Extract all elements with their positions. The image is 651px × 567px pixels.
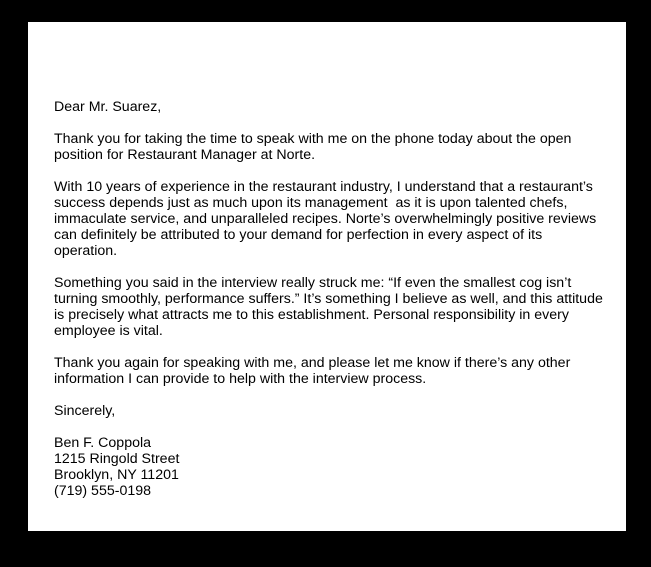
paragraph-gap bbox=[54, 115, 614, 131]
paragraph-gap bbox=[54, 259, 614, 275]
paragraph-1 bbox=[54, 131, 614, 163]
paragraph-gap bbox=[54, 163, 614, 179]
signature-block bbox=[54, 435, 614, 499]
signature-phone: (719) 555-0198 bbox=[54, 483, 152, 499]
paragraph-3-line: Something you said in the interview really struck me: “If even the smallest cog isn’t bbox=[54, 275, 572, 291]
paragraph-1-line: position for Restaurant Manager at Norte. bbox=[54, 147, 316, 163]
paragraph-2-line: can definitely be attributed to your demand for perfection in every aspect of its bbox=[54, 227, 543, 243]
paragraph-2-line: immaculate service, and unparalleled recipes. Norte’s overwhelmingly positive reviews bbox=[54, 211, 597, 227]
paragraph-4-line: information I can provide to help with the interview process. bbox=[54, 371, 427, 387]
paragraph-3-line: is precisely what attracts me to this establishment. Personal responsibility in every bbox=[54, 307, 569, 323]
closing: Sincerely, bbox=[54, 403, 116, 419]
paragraph-gap bbox=[54, 419, 614, 435]
paragraph-gap bbox=[54, 387, 614, 403]
signature-city: Brooklyn, NY 11201 bbox=[54, 467, 179, 483]
signature-street: 1215 Ringold Street bbox=[54, 451, 180, 467]
letter-page bbox=[28, 22, 626, 531]
paragraph-3 bbox=[54, 275, 614, 339]
paragraph-2 bbox=[54, 179, 614, 259]
paragraph-3-line: employee is vital. bbox=[54, 323, 163, 339]
paragraph-3-line: turning smoothly, performance suffers.” It’s something I believe as well, and this attitude bbox=[54, 291, 603, 307]
paragraph-gap bbox=[54, 339, 614, 355]
paragraph-1-line: Thank you for taking the time to speak with me on the phone today about the open bbox=[54, 131, 572, 147]
letter-body bbox=[54, 99, 614, 499]
paragraph-2-line: operation. bbox=[54, 243, 118, 259]
paragraph-4 bbox=[54, 355, 614, 387]
paragraph-2-line: success depends just as much upon its management as it is upon talented chefs, bbox=[54, 195, 568, 211]
salutation: Dear Mr. Suarez, bbox=[54, 99, 162, 115]
signature-name: Ben F. Coppola bbox=[54, 435, 152, 451]
paragraph-2-line: With 10 years of experience in the restaurant industry, I understand that a restaurant’s bbox=[54, 179, 593, 195]
paragraph-4-line: Thank you again for speaking with me, and please let me know if there’s any other bbox=[54, 355, 571, 371]
